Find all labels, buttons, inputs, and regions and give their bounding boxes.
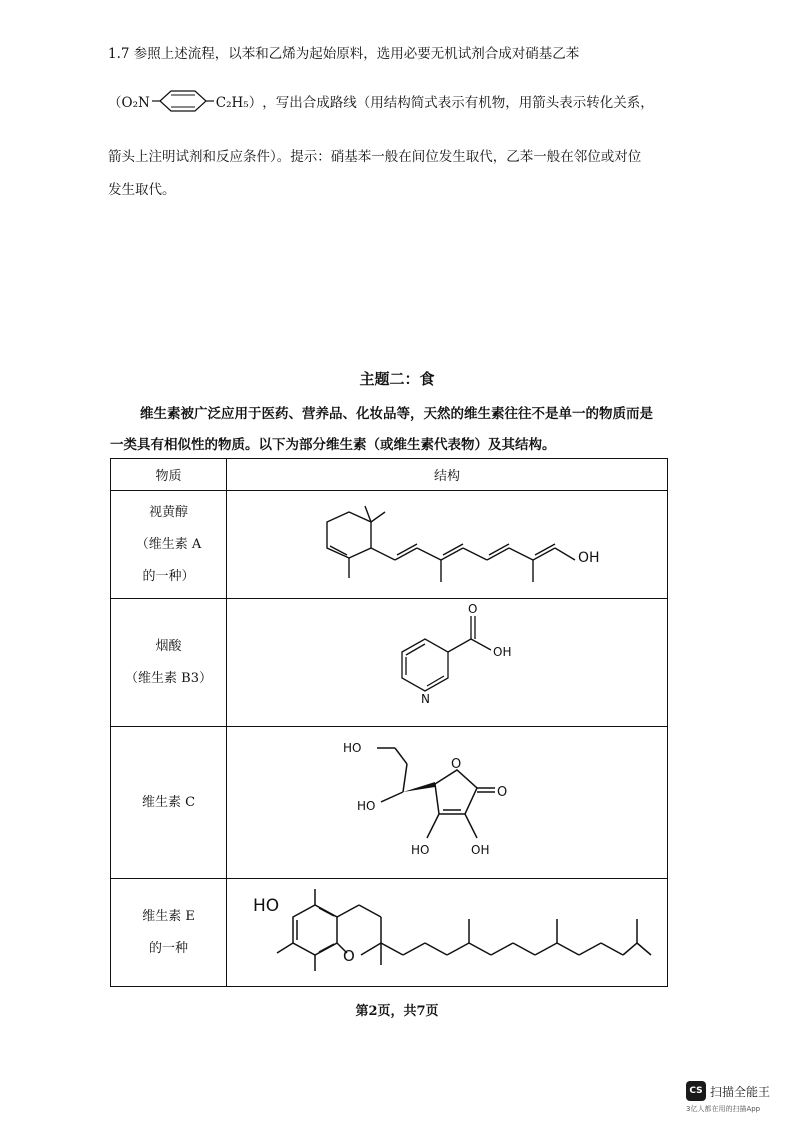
carbonyl-o-label: O <box>497 784 508 800</box>
header-substance: 物质 <box>111 459 227 491</box>
watermark-app-name: 扫描全能王 <box>710 1084 771 1099</box>
substance-note: （维生素 B3） <box>125 670 212 686</box>
table-row <box>111 491 668 599</box>
substance-name: 维生素 C <box>141 794 196 810</box>
vitamin-e-structure <box>237 883 657 983</box>
substance-cell <box>111 727 227 879</box>
carbonyl-o-label: O <box>468 601 478 616</box>
camscanner-logo-icon: CS <box>686 1081 706 1101</box>
substance-note: （维生素 A <box>135 536 202 552</box>
question-line-4: 发生取代。 <box>108 182 176 198</box>
question-line-2-rest: ，写出合成路线（用结构简式表示有机物，用箭头表示转化关系， <box>262 95 654 111</box>
nitrogen-label: N <box>421 691 430 706</box>
table-header-row <box>111 459 668 491</box>
ring-oxygen-label: O <box>343 946 355 965</box>
hydroxyl-label: OH <box>493 644 512 659</box>
question-line-2 <box>108 88 654 114</box>
intro-line-2: 一类具有相似性的物质。以下为部分维生素（或维生素代表物）及其结构。 <box>110 437 556 453</box>
scanner-watermark <box>686 1081 770 1101</box>
substance-cell <box>111 599 227 727</box>
substance-cell <box>111 491 227 599</box>
substance-cell <box>111 879 227 987</box>
hydroxyl-label: HO <box>411 842 430 857</box>
vitamin-table <box>110 458 668 987</box>
page-footer: 第2页，共7页 <box>355 1004 439 1019</box>
structure-cell <box>227 599 668 727</box>
ring-oxygen-label: O <box>451 756 462 772</box>
table-row <box>111 879 668 987</box>
structure-cell <box>227 879 668 987</box>
hydroxyl-label: HO <box>253 895 280 916</box>
question-line-1: 1.7 参照上述流程，以苯和乙烯为起始原料，选用必要无机试剂合成对硝基乙苯 <box>108 46 580 62</box>
substance-name: 视黄醇 <box>148 504 188 520</box>
substance-note: 的一种 <box>148 940 188 956</box>
section-title: 主题二：食 <box>359 370 435 388</box>
formula-prefix: （O₂N <box>108 95 150 111</box>
watermark-tagline: 3亿人都在用的扫描App <box>686 1105 761 1113</box>
substance-note: 的一种） <box>142 568 195 584</box>
niacin-structure <box>357 602 537 724</box>
substance-name: 维生素 E <box>142 908 195 924</box>
question-line-3: 箭头上注明试剂和反应条件）。提示：硝基苯一般在间位发生取代，乙苯一般在邻位或对位 <box>108 149 642 165</box>
retinol-structure <box>297 500 600 590</box>
table-row <box>111 599 668 727</box>
hydroxyl-label: HO <box>343 740 362 755</box>
benzene-ring-icon <box>152 88 214 114</box>
intro-line-1: 维生素被广泛应用于医药、营养品、化妆品等，天然的维生素往往不是单一的物质而是 <box>140 406 653 422</box>
structure-cell <box>227 491 668 599</box>
structure-cell <box>227 727 668 879</box>
vitamin-c-structure <box>337 730 557 876</box>
header-structure: 结构 <box>227 459 668 491</box>
hydroxyl-label: OH <box>471 842 490 857</box>
table-row <box>111 727 668 879</box>
formula-suffix: C₂H₅） <box>215 95 263 111</box>
substance-name: 烟酸 <box>155 638 182 654</box>
hydroxyl-label: HO <box>357 798 376 813</box>
hydroxyl-label: OH <box>578 549 600 566</box>
